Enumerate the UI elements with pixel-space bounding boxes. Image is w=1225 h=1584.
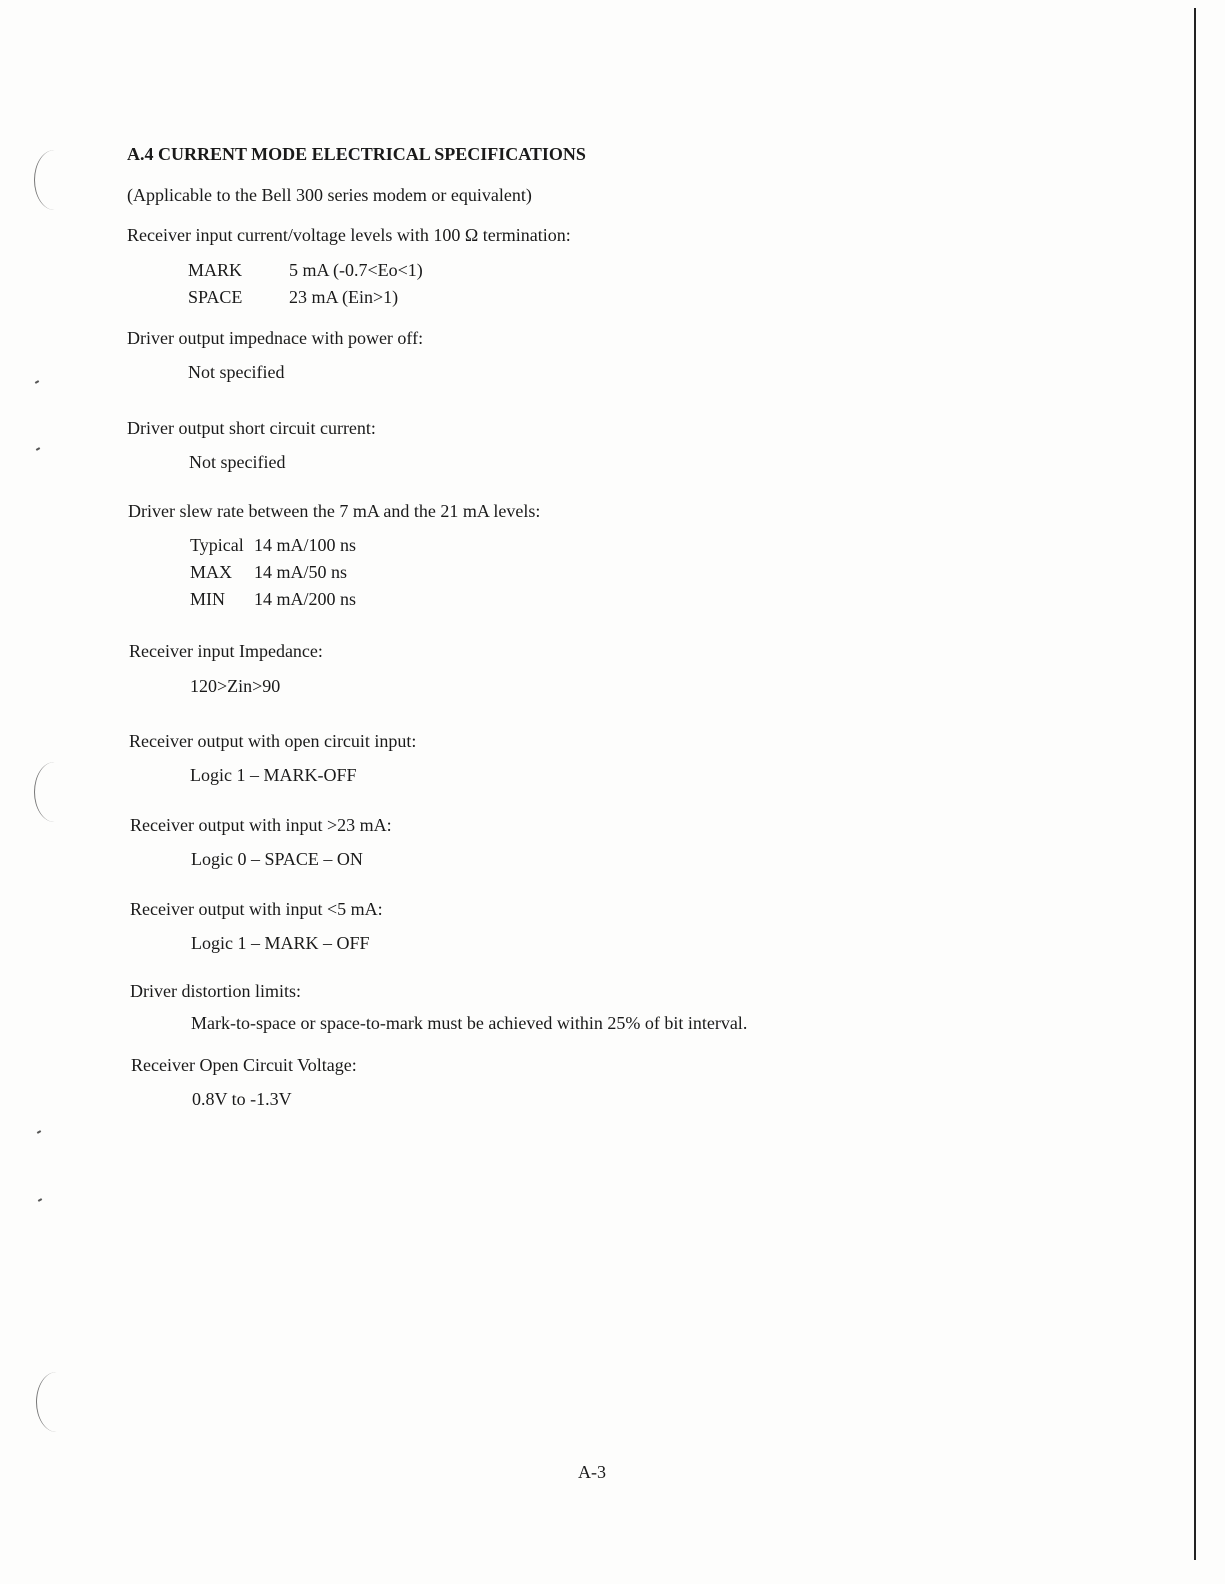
binder-hole-icon — [36, 1372, 77, 1432]
receiver-open-circuit-label: Receiver output with open circuit input: — [129, 731, 417, 751]
applicability-note: (Applicable to the Bell 300 series modem or equivalent) — [127, 185, 532, 205]
section-heading: A.4 CURRENT MODE ELECTRICAL SPECIFICATIONS — [127, 144, 586, 164]
slew-typical-value: 14 mA/100 ns — [254, 535, 357, 555]
receiver-output-high-value: Logic 0 – SPACE – ON — [191, 849, 363, 869]
scan-speck — [37, 1130, 41, 1134]
mark-value: 5 mA (-0.7<Eo<1) — [289, 260, 423, 280]
receiver-open-voltage-value: 0.8V to -1.3V — [192, 1089, 292, 1109]
page-number: A-3 — [578, 1462, 606, 1482]
space-name: SPACE — [188, 287, 243, 307]
driver-distortion-value: Mark-to-space or space-to-mark must be achieved within 25% of bit interval. — [191, 1013, 748, 1033]
scan-speck — [36, 447, 40, 451]
receiver-output-high-label: Receiver output with input >23 mA: — [130, 815, 392, 835]
driver-slew-label: Driver slew rate between the 7 mA and the 21 mA levels: — [128, 501, 541, 521]
mark-name: MARK — [188, 260, 243, 280]
receiver-open-voltage-label: Receiver Open Circuit Voltage: — [131, 1055, 357, 1075]
slew-typical-name: Typical — [190, 535, 244, 555]
page-edge-line — [1194, 8, 1196, 1560]
receiver-impedance-value: 120>Zin>90 — [190, 676, 281, 696]
binder-hole-icon — [34, 150, 75, 210]
receiver-output-low-label: Receiver output with input <5 mA: — [130, 899, 383, 919]
slew-max-name: MAX — [190, 562, 233, 582]
slew-max-value: 14 mA/50 ns — [254, 562, 348, 582]
driver-impedance-value: Not specified — [188, 362, 285, 382]
receiver-open-circuit-value: Logic 1 – MARK-OFF — [190, 765, 357, 785]
slew-min-name: MIN — [190, 589, 225, 609]
scan-speck — [35, 380, 39, 384]
binder-hole-icon — [34, 762, 75, 822]
scan-speck — [38, 1198, 42, 1202]
receiver-levels-label: Receiver input current/voltage levels with 100 Ω termination: — [127, 225, 571, 245]
slew-min-value: 14 mA/200 ns — [254, 589, 357, 609]
driver-short-circuit-value: Not specified — [189, 452, 286, 472]
driver-distortion-label: Driver distortion limits: — [130, 981, 301, 1001]
driver-short-circuit-label: Driver output short circuit current: — [127, 418, 376, 438]
space-value: 23 mA (Ein>1) — [289, 287, 399, 307]
driver-impedance-label: Driver output impednace with power off: — [127, 328, 424, 348]
receiver-output-low-value: Logic 1 – MARK – OFF — [191, 933, 370, 953]
receiver-impedance-label: Receiver input Impedance: — [129, 641, 323, 661]
